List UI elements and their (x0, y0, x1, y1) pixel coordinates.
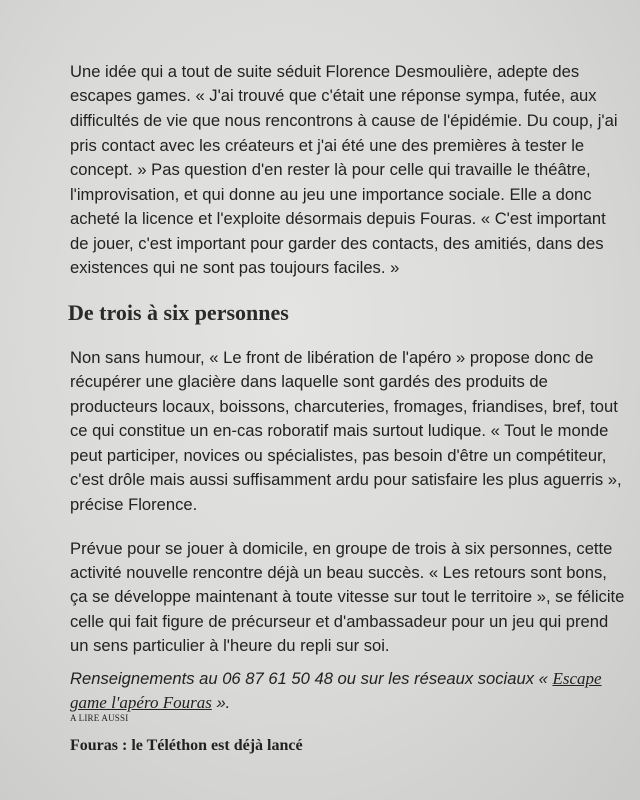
paragraph-1-line: difficultés de vie que nous rencontrons à cause de l'épidémie. Du coup, j'ai (70, 111, 618, 130)
paragraph-3-line: Prévue pour se jouer à domicile, en groupe de trois à six personnes, cette (70, 539, 613, 558)
paragraph-2-line: c'est drôle mais aussi suffisamment ardu pour satisfaire les plus aguerris », (70, 470, 622, 489)
social-link[interactable]: game l'apéro Fouras (70, 693, 212, 712)
related-article-link[interactable]: Fouras : le Téléthon est déjà lancé (70, 737, 303, 754)
info-text: ». (211, 693, 231, 712)
read-also-label: A LIRE AUSSI (70, 713, 129, 723)
paragraph-2-line: ce qui constitue un en-cas roboratif mais surtout ludique. « Tout le monde (70, 421, 609, 440)
paragraph-3-line: ça se développe maintenant à toute vitesse sur tout le territoire », se félicite (70, 587, 625, 606)
section-heading: De trois à six personnes (68, 300, 289, 325)
paragraph-1-line: escapes games. « J'ai trouvé que c'était une réponse sympa, futée, aux (70, 86, 597, 105)
paragraph-3-line: celle qui fait figure de précurseur et d'ambassadeur pour un jeu qui prend (70, 612, 609, 631)
paragraph-1-line: acheté la licence et l'exploite désormais depuis Fouras. « C'est important (70, 209, 606, 228)
info-line (70, 669, 602, 689)
paragraph-1-line: existences qui ne sont pas toujours faciles. » (70, 258, 400, 277)
paragraph-2-line: producteurs locaux, boissons, charcuteries, fromages, friandises, bref, tout (70, 397, 618, 416)
paragraph-3-line: un sens particulier à l'heure du repli sur soi. (70, 636, 390, 655)
paragraph-2-line: Non sans humour, « Le front de libération de l'apéro » propose donc de (70, 348, 594, 367)
info-line (70, 693, 230, 713)
paragraph-1-line: l'improvisation, et qui donne au jeu une importance sociale. Elle a donc (70, 185, 592, 204)
info-text: Renseignements au 06 87 61 50 48 ou sur les réseaux sociaux « (70, 669, 553, 688)
paragraph-1-line: Une idée qui a tout de suite séduit Florence Desmoulière, adepte des (70, 62, 580, 81)
paragraph-1-line: de jouer, c'est important pour garder des contacts, des amitiés, dans des (70, 234, 604, 253)
paragraph-2-line: peut participer, novices ou spécialistes, pas besoin d'être un compétiteur, (70, 446, 607, 465)
paragraph-3-line: activité nouvelle rencontre déjà un beau succès. « Les retours sont bons, (70, 563, 607, 582)
social-link[interactable]: Escape (552, 669, 602, 688)
paragraph-2-line: récupérer une glacière dans laquelle sont gardés des produits de (70, 372, 548, 391)
paragraph-2-line: précise Florence. (70, 495, 198, 514)
paragraph-1-line: concept. » Pas question d'en rester là pour celle qui travaille le théâtre, (70, 160, 591, 179)
paragraph-1-line: pris contact avec les créateurs et j'ai été une des premières à tester le (70, 136, 585, 155)
